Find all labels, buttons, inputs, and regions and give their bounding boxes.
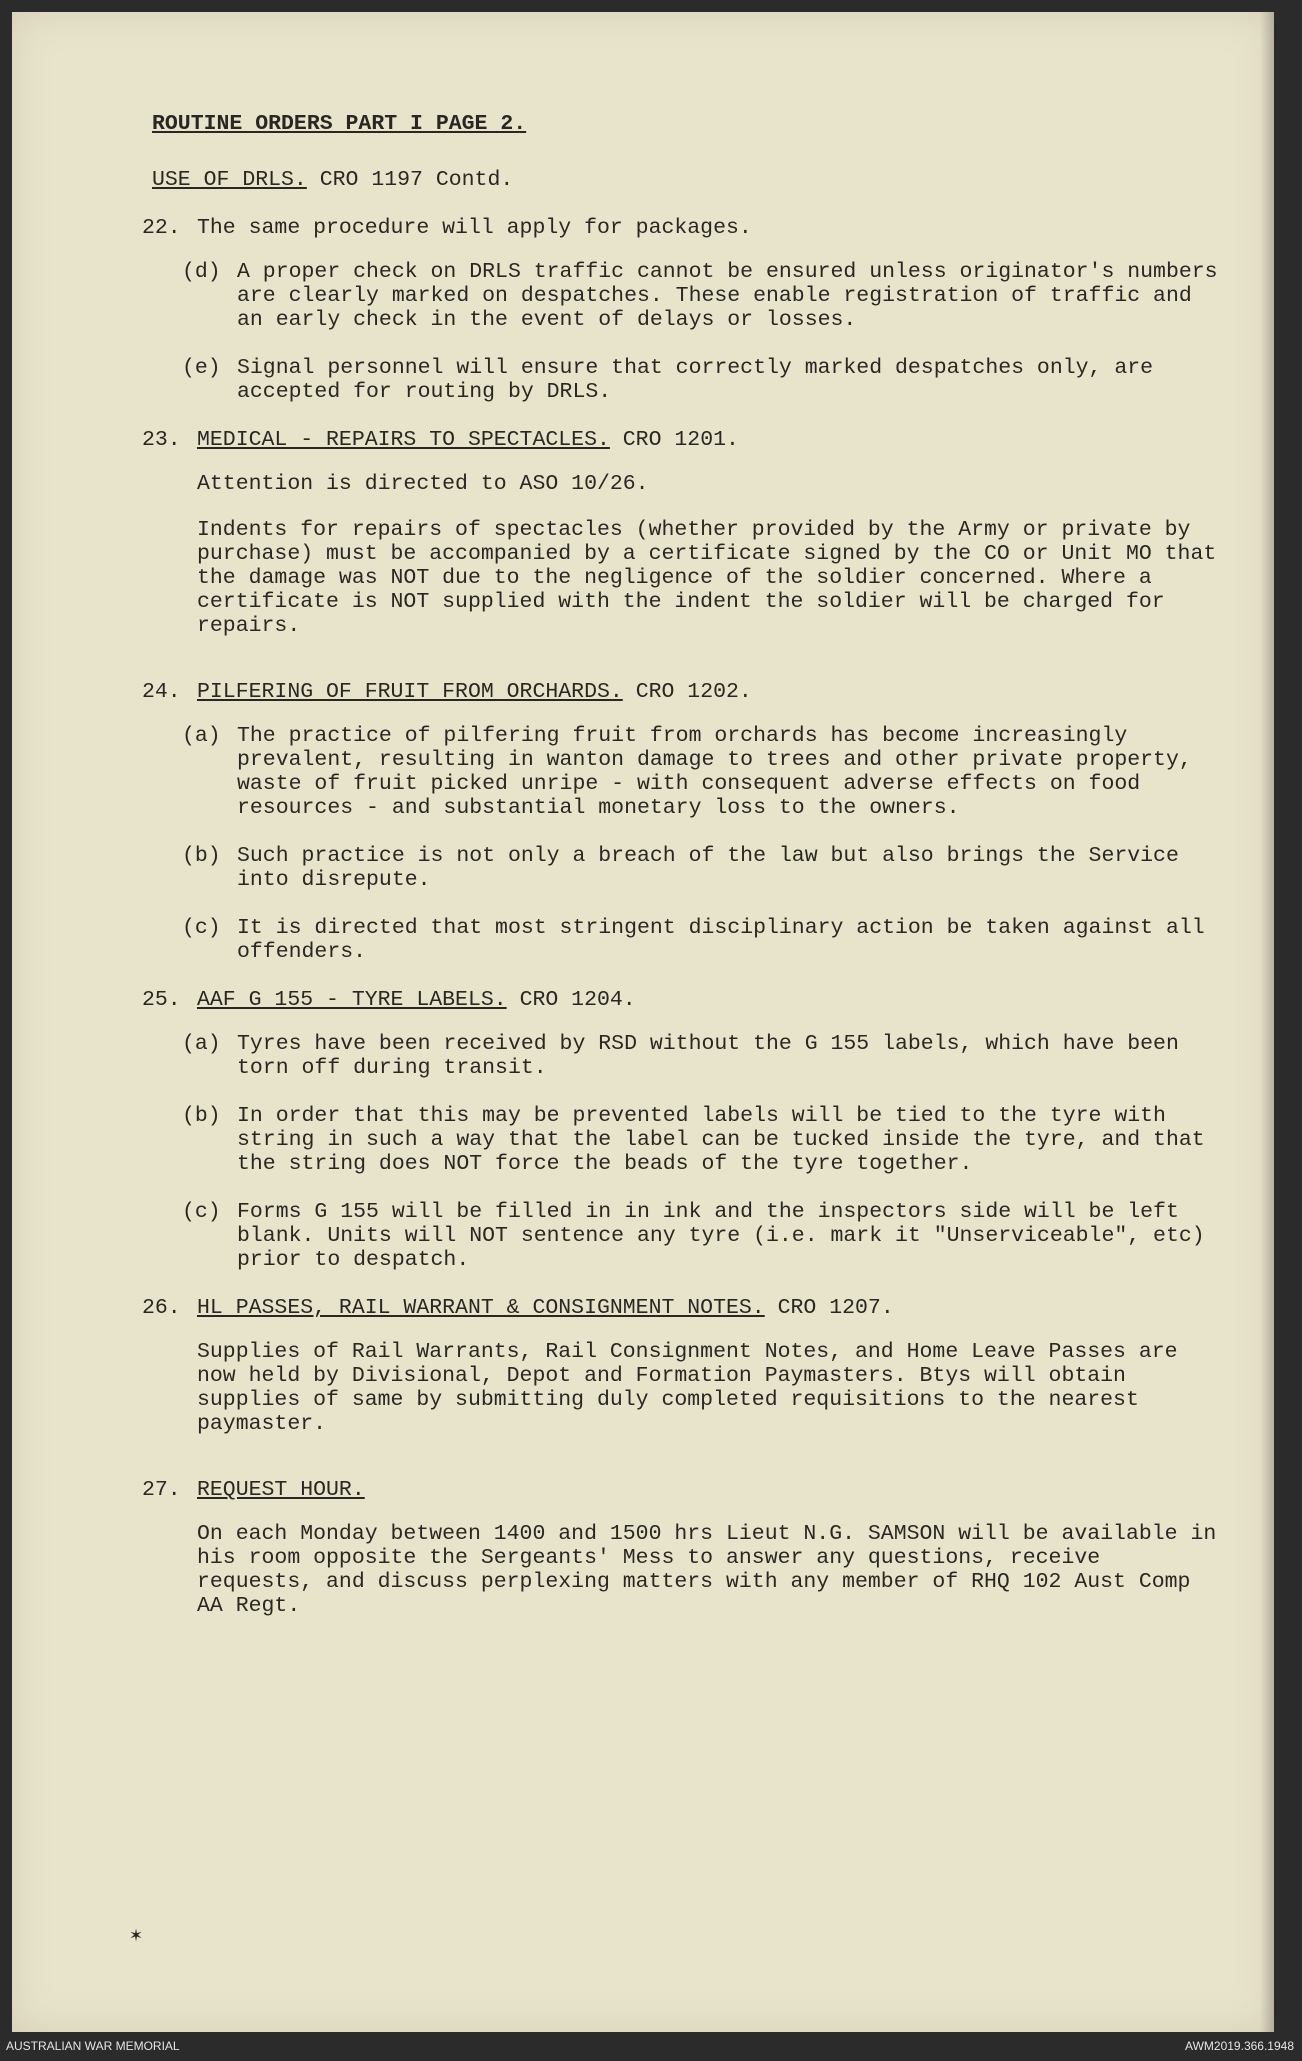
item-number: 26. [142,1296,181,1320]
sub-label: (a) [182,1032,221,1056]
sub-label: (b) [182,1104,221,1128]
item-number: 22. [142,216,181,240]
sub-paragraph-25b [182,1104,1222,1176]
page-heading: ROUTINE ORDERS PART I PAGE 2. [152,112,527,136]
item-paragraph: On each Monday between 1400 and 1500 hrs Lieut N.G. SAMSON will be available in his room opposite the Sergeants' Mess to answer any questions, receive requests, and discuss perplexing matters with any member of RHQ 102 Aust Comp AA Regt. [197,1522,1217,1618]
item-title-line [197,1478,1222,1502]
sub-label: (b) [182,844,221,868]
item-title-line [197,680,1222,704]
sub-text: A proper check on DRLS traffic cannot be ensured unless originator's numbers are clearly marked on despatches. These enable registration of traffic and an early check in the event of delays or losses. [237,260,1218,332]
item-title: AAF G 155 - TYRE LABELS. [197,988,507,1012]
sub-text: Tyres have been received by RSD without the G 155 labels, which have been torn off during transit. [237,1032,1179,1080]
item-paragraph: Attention is directed to ASO 10/26. [197,472,649,496]
sub-label: (a) [182,724,221,748]
item-number: 24. [142,680,181,704]
item-paragraph: Indents for repairs of spectacles (whether provided by the Army or private by purchase) must be accompanied by a certificate signed by the CO or Unit MO that the damage was NOT due to the negligence of the soldier concerned. Where a certificate is NOT supplied with the indent the soldier will be charged for repairs. [197,518,1217,638]
item-title: REQUEST HOUR. [197,1478,365,1502]
sub-text: The practice of pilfering fruit from orchards has become increasingly prevalent, resulting in wanton damage to trees and other private property, waste of fruit picked unripe - with consequent adverse effects on food resources - and substantial monetary loss to the owners. [237,724,1192,820]
order-item-22 [142,216,1222,260]
sub-label: (e) [182,356,221,380]
item-ref: CRO 1202. [635,680,752,704]
sub-label: (d) [182,260,221,284]
sub-label: (c) [182,1200,221,1224]
item-title: PILFERING OF FRUIT FROM ORCHARDS. [197,680,623,704]
footer-credit: AUSTRALIAN WAR MEMORIAL [6,2039,180,2053]
order-item-27 [142,1478,1222,1640]
order-item-26 [142,1296,1222,1458]
order-item-23 [142,428,1222,660]
sub-text: In order that this may be prevented labels will be tied to the tyre with string in such a way that the label can be tucked inside the tyre, and that the string does NOT force the beads of the tyre together. [237,1104,1205,1176]
sub-text: Signal personnel will ensure that correctly marked despatches only, are accepted for routing by DRLS. [237,356,1154,404]
sub-paragraph-25a [182,1032,1222,1080]
item-paragraph: Supplies of Rail Warrants, Rail Consignment Notes, and Home Leave Passes are now held by Divisional, Depot and Formation Paymasters. Btys will obtain supplies of same by submitting duly completed requisitions to the nearest paymaster. [197,1340,1178,1436]
subheading-title: USE OF DRLS. [152,168,307,192]
sub-paragraph-22d [182,260,1222,332]
footer-accession-number: AWM2019.366.1948 [1185,2039,1294,2053]
item-intro: The same procedure will apply for packages. [197,216,752,240]
item-ref: CRO 1204. [519,988,636,1012]
sub-label: (c) [182,916,221,940]
sub-text: Such practice is not only a breach of the law but also brings the Service into disrepute. [237,844,1179,892]
sub-paragraph-24c [182,916,1222,964]
order-item-24 [142,680,1222,724]
routine-orders-document [142,112,1222,1640]
sub-paragraph-24b [182,844,1222,892]
item-number: 23. [142,428,181,452]
item-title: MEDICAL - REPAIRS TO SPECTACLES. [197,428,610,452]
item-number: 25. [142,988,181,1012]
document-sheet [12,12,1274,2032]
item-ref: CRO 1201. [622,428,739,452]
item-number: 27. [142,1478,181,1502]
sub-paragraph-22e [182,356,1222,404]
sub-paragraph-25c [182,1200,1222,1272]
sub-paragraph-24a [182,724,1222,820]
sub-text: Forms G 155 will be filled in in ink and the inspectors side will be left blank. Units will NOT sentence any tyre (i.e. mark it "Unserviceable", etc) prior to despatch. [237,1200,1205,1272]
pencil-mark-icon: ✶ [130,1925,143,1948]
order-item-25 [142,988,1222,1032]
sub-text: It is directed that most stringent disciplinary action be taken against all offenders. [237,916,1205,964]
item-title-line [197,988,1222,1012]
item-title-line [197,428,1222,452]
subheading [152,168,1222,192]
item-title: HL PASSES, RAIL WARRANT & CONSIGNMENT NOTES. [197,1296,765,1320]
subheading-ref: CRO 1197 Contd. [319,168,514,192]
item-ref: CRO 1207. [777,1296,894,1320]
item-title-line [197,1296,1222,1320]
